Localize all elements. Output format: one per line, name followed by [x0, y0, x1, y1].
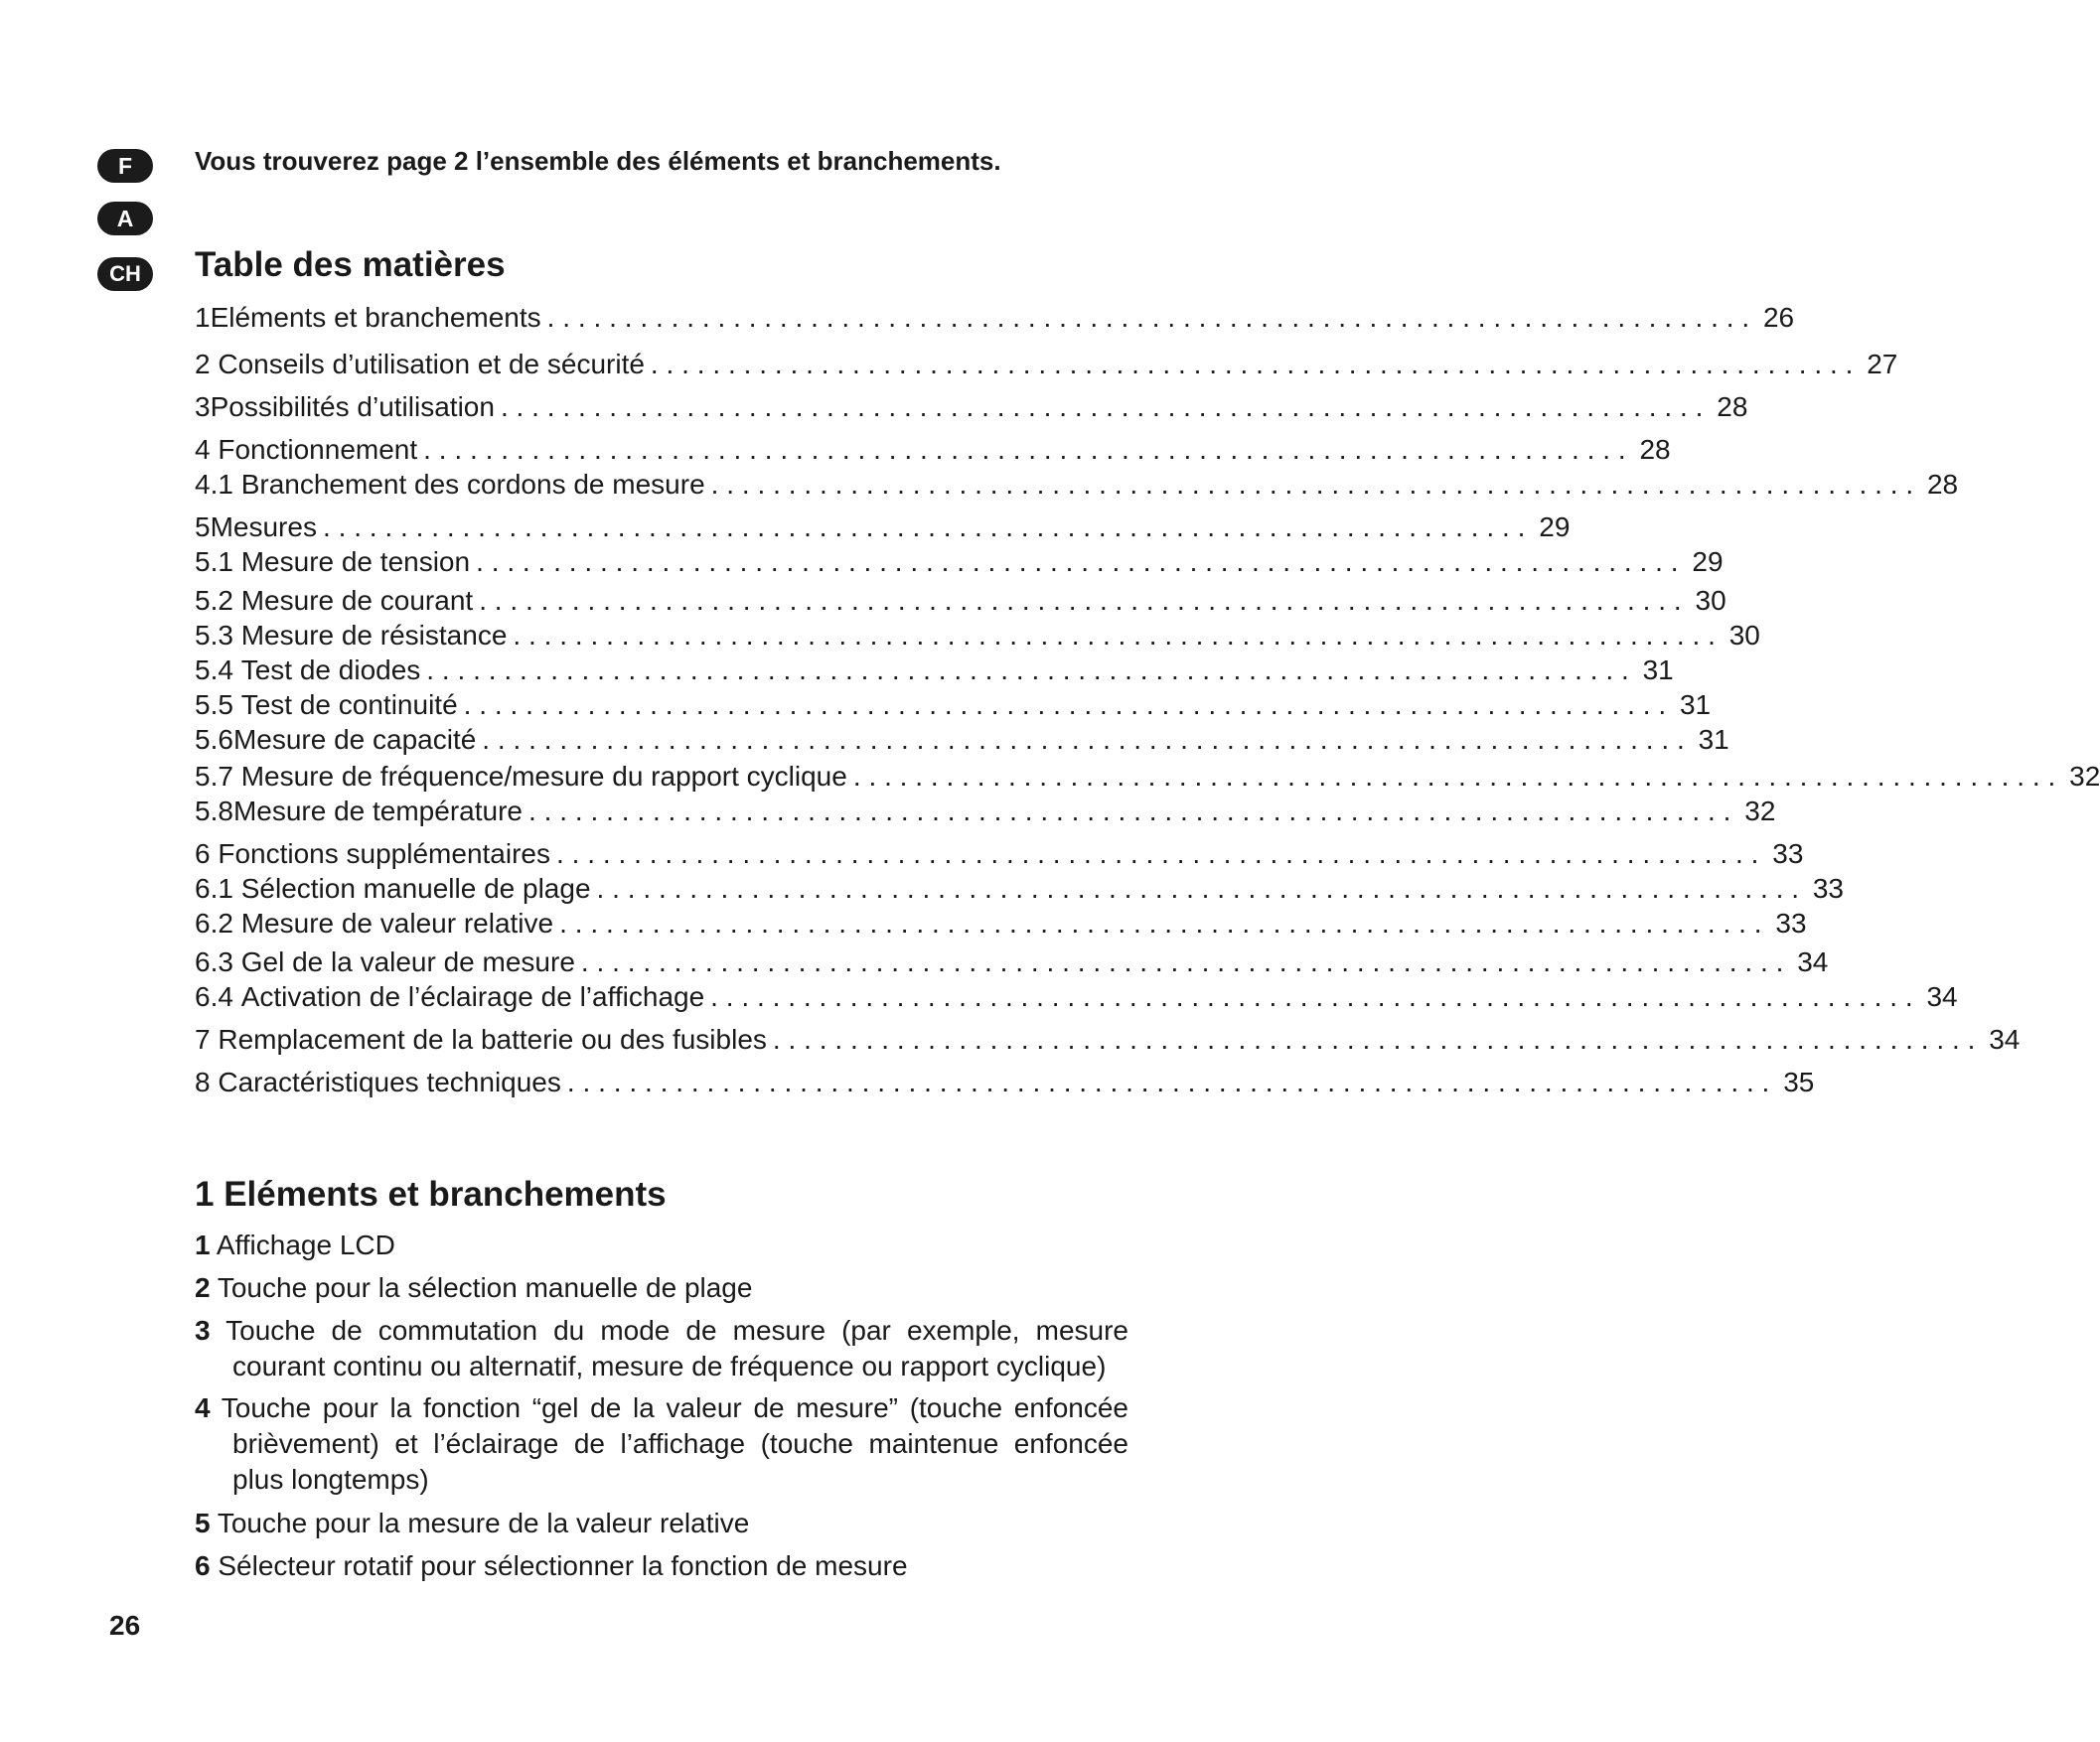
toc-entry-page: 31 [1642, 654, 1674, 685]
dot-leader: .............................................................................. [559, 908, 1770, 939]
toc-entry-page: 33 [1775, 908, 1807, 939]
toc-entry-title: Caractéristiques techniques [218, 1067, 561, 1097]
dot-leader: .............................................................................. [463, 689, 1674, 720]
toc-title: Table des matières [195, 245, 506, 284]
toc-entry [195, 432, 1671, 468]
item-number: 2 [195, 1272, 211, 1303]
toc-entry-number: 5 [195, 511, 211, 542]
list-item [195, 1313, 1128, 1384]
toc-entry-title: Eléments et branchements [210, 302, 541, 333]
dot-leader: .............................................................................. [423, 434, 1634, 465]
toc-entry [195, 979, 1958, 1015]
toc-entry-title: Mesure de résistance [240, 620, 508, 651]
language-badge-a: A [97, 202, 153, 235]
toc-entry-title: Mesures [210, 511, 317, 542]
toc-entry [195, 467, 1959, 503]
toc-entry-number: 4.1 [195, 469, 233, 500]
toc-entry-number: 6 [195, 838, 211, 869]
toc-entry-page: 28 [1717, 391, 1748, 422]
toc-entry-number: 6.2 [195, 908, 233, 939]
toc-entry-page: 31 [1679, 689, 1712, 720]
toc-entry-title: Possibilités d’utilisation [210, 391, 495, 422]
toc-entry-page: 34 [1989, 1024, 2021, 1055]
item-number: 6 [195, 1550, 211, 1581]
toc-entry-title: Mesure de fréquence/mesure du rapport cyclique [240, 761, 847, 792]
dot-leader: .............................................................................. [479, 585, 1690, 616]
language-badge-f: F [97, 149, 153, 183]
toc-entry-page: 29 [1692, 546, 1724, 577]
toc-entry-page: 35 [1783, 1067, 1815, 1097]
dot-leader: .............................................................................. [546, 302, 1757, 333]
toc-entry [195, 871, 1844, 907]
dot-leader: .............................................................................. [476, 546, 1687, 577]
toc-entry-number: 5.1 [195, 546, 233, 577]
toc-entry-number: 5.8 [195, 796, 233, 826]
toc-entry [195, 906, 1807, 942]
toc-entry-page: 32 [1744, 796, 1776, 826]
toc-entry-page: 34 [1797, 946, 1829, 977]
toc-entry [195, 1022, 2021, 1058]
toc-entry-number: 2 [195, 349, 211, 379]
dot-leader: .............................................................................. [322, 511, 1534, 542]
toc-entry [195, 544, 1724, 580]
item-text: Touche pour la fonction “gel de la valeur de mesure” (touche enfoncée [221, 1392, 1128, 1423]
toc-entry [195, 509, 1571, 545]
dot-leader: .............................................................................. [513, 620, 1724, 651]
toc-entry-number: 1 [195, 302, 211, 333]
toc-entry-title: Fonctions supplémentaires [218, 838, 550, 869]
toc-entry-page: 28 [1926, 469, 1959, 500]
toc-entry [195, 722, 1729, 758]
item-number: 3 [195, 1315, 211, 1346]
toc-entry-page: 32 [2069, 761, 2100, 792]
item-text-continued: plus longtemps) [232, 1464, 429, 1495]
toc-entry [195, 618, 1760, 653]
toc-entry-number: 5.4 [195, 654, 233, 685]
toc-entry [195, 836, 1804, 872]
item-text: Touche pour la sélection manuelle de plage [217, 1272, 753, 1303]
dot-leader: .............................................................................. [650, 349, 1862, 379]
toc-entry [195, 389, 1748, 425]
toc-entry-page: 26 [1762, 302, 1795, 333]
toc-entry-page: 33 [1812, 873, 1844, 904]
dot-leader: .............................................................................. [566, 1067, 1778, 1097]
toc-entry-page: 30 [1728, 620, 1760, 651]
toc-entry [195, 1065, 1815, 1100]
toc-entry-title: Mesure de valeur relative [240, 908, 554, 939]
toc-entry-number: 5.3 [195, 620, 233, 651]
toc-entry-number: 6.3 [195, 946, 233, 977]
intro-text: Vous trouverez page 2 l’ensemble des éléments et branchements. [195, 146, 1001, 176]
toc-entry-page: 28 [1639, 434, 1671, 465]
toc-entry-page: 27 [1867, 349, 1898, 379]
item-number: 1 [195, 1230, 211, 1260]
item-text: Touche de commutation du mode de mesure (par exemple, mesure [225, 1315, 1129, 1346]
dot-leader: .............................................................................. [482, 724, 1693, 755]
toc-entry-title: Branchement des cordons de mesure [240, 469, 705, 500]
list-item [195, 1228, 1128, 1263]
dot-leader: .............................................................................. [596, 873, 1807, 904]
item-text: Affichage LCD [216, 1230, 395, 1260]
dot-leader: .............................................................................. [772, 1024, 1984, 1055]
toc-entry-page: 31 [1698, 724, 1729, 755]
toc-entry [195, 347, 1898, 382]
item-text: Sélecteur rotatif pour sélectionner la fonction de mesure [218, 1550, 908, 1581]
toc-entry-title: Mesure de tension [240, 546, 471, 577]
toc-entry-page: 33 [1772, 838, 1804, 869]
dot-leader: .............................................................................. [710, 981, 1921, 1012]
dot-leader: .............................................................................. [852, 761, 2064, 792]
dot-leader: .............................................................................. [710, 469, 1921, 500]
toc-entry-title: Test de diodes [240, 654, 421, 685]
item-text-continued: courant continu ou alternatif, mesure de fréquence ou rapport cyclique) [232, 1351, 1107, 1381]
toc-entry-page: 34 [1926, 981, 1958, 1012]
dot-leader: .............................................................................. [527, 796, 1739, 826]
dot-leader: .............................................................................. [580, 946, 1792, 977]
toc-entry-number: 5.6 [195, 724, 233, 755]
language-badge-ch: CH [97, 257, 153, 291]
toc-entry-title: Remplacement de la batterie ou des fusibles [218, 1024, 767, 1055]
toc-entry-title: Gel de la valeur de mesure [240, 946, 575, 977]
dot-leader: .............................................................................. [426, 654, 1637, 685]
toc-entry [195, 944, 1829, 980]
toc-entry-number: 7 [195, 1024, 211, 1055]
item-text: Touche pour la mesure de la valeur relative [217, 1508, 750, 1538]
toc-entry-number: 4 [195, 434, 211, 465]
toc-entry-title: Fonctionnement [218, 434, 418, 465]
dot-leader: .............................................................................. [555, 838, 1767, 869]
list-item [195, 1270, 1128, 1306]
toc-entry [195, 300, 1795, 336]
item-number: 5 [195, 1508, 211, 1538]
toc-entry-title: Conseils d’utilisation et de sécurité [218, 349, 645, 379]
page-number: 26 [109, 1610, 141, 1641]
toc-entry-number: 6.1 [195, 873, 233, 904]
toc-entry-page: 29 [1539, 511, 1571, 542]
toc-entry-title: Mesure de courant [240, 585, 474, 616]
toc-entry-title: Activation de l’éclairage de l’affichage [240, 981, 705, 1012]
toc-entry [195, 687, 1712, 723]
section-title: 1 Eléments et branchements [195, 1175, 667, 1214]
toc-entry-number: 3 [195, 391, 211, 422]
toc-entry-number: 5.2 [195, 585, 233, 616]
toc-entry [195, 759, 2100, 795]
item-text-continued: brièvement) et l’éclairage de l’affichage (touche maintenue enfoncée [232, 1428, 1128, 1459]
toc-entry [195, 653, 1674, 688]
list-item [195, 1506, 1128, 1541]
toc-entry-number: 5.5 [195, 689, 233, 720]
toc-entry-title: Mesure de capacité [232, 724, 477, 755]
list-item [195, 1548, 1128, 1584]
toc-entry-number: 5.7 [195, 761, 233, 792]
toc-entry-title: Test de continuité [240, 689, 458, 720]
item-number: 4 [195, 1392, 211, 1423]
list-item [195, 1390, 1128, 1498]
toc-entry-page: 30 [1695, 585, 1726, 616]
toc-entry-title: Mesure de température [232, 796, 523, 826]
toc-entry [195, 583, 1726, 619]
toc-entry [195, 794, 1776, 829]
toc-entry-number: 6.4 [195, 981, 233, 1012]
toc-entry-number: 8 [195, 1067, 211, 1097]
toc-entry-title: Sélection manuelle de plage [240, 873, 591, 904]
dot-leader: .............................................................................. [500, 391, 1712, 422]
